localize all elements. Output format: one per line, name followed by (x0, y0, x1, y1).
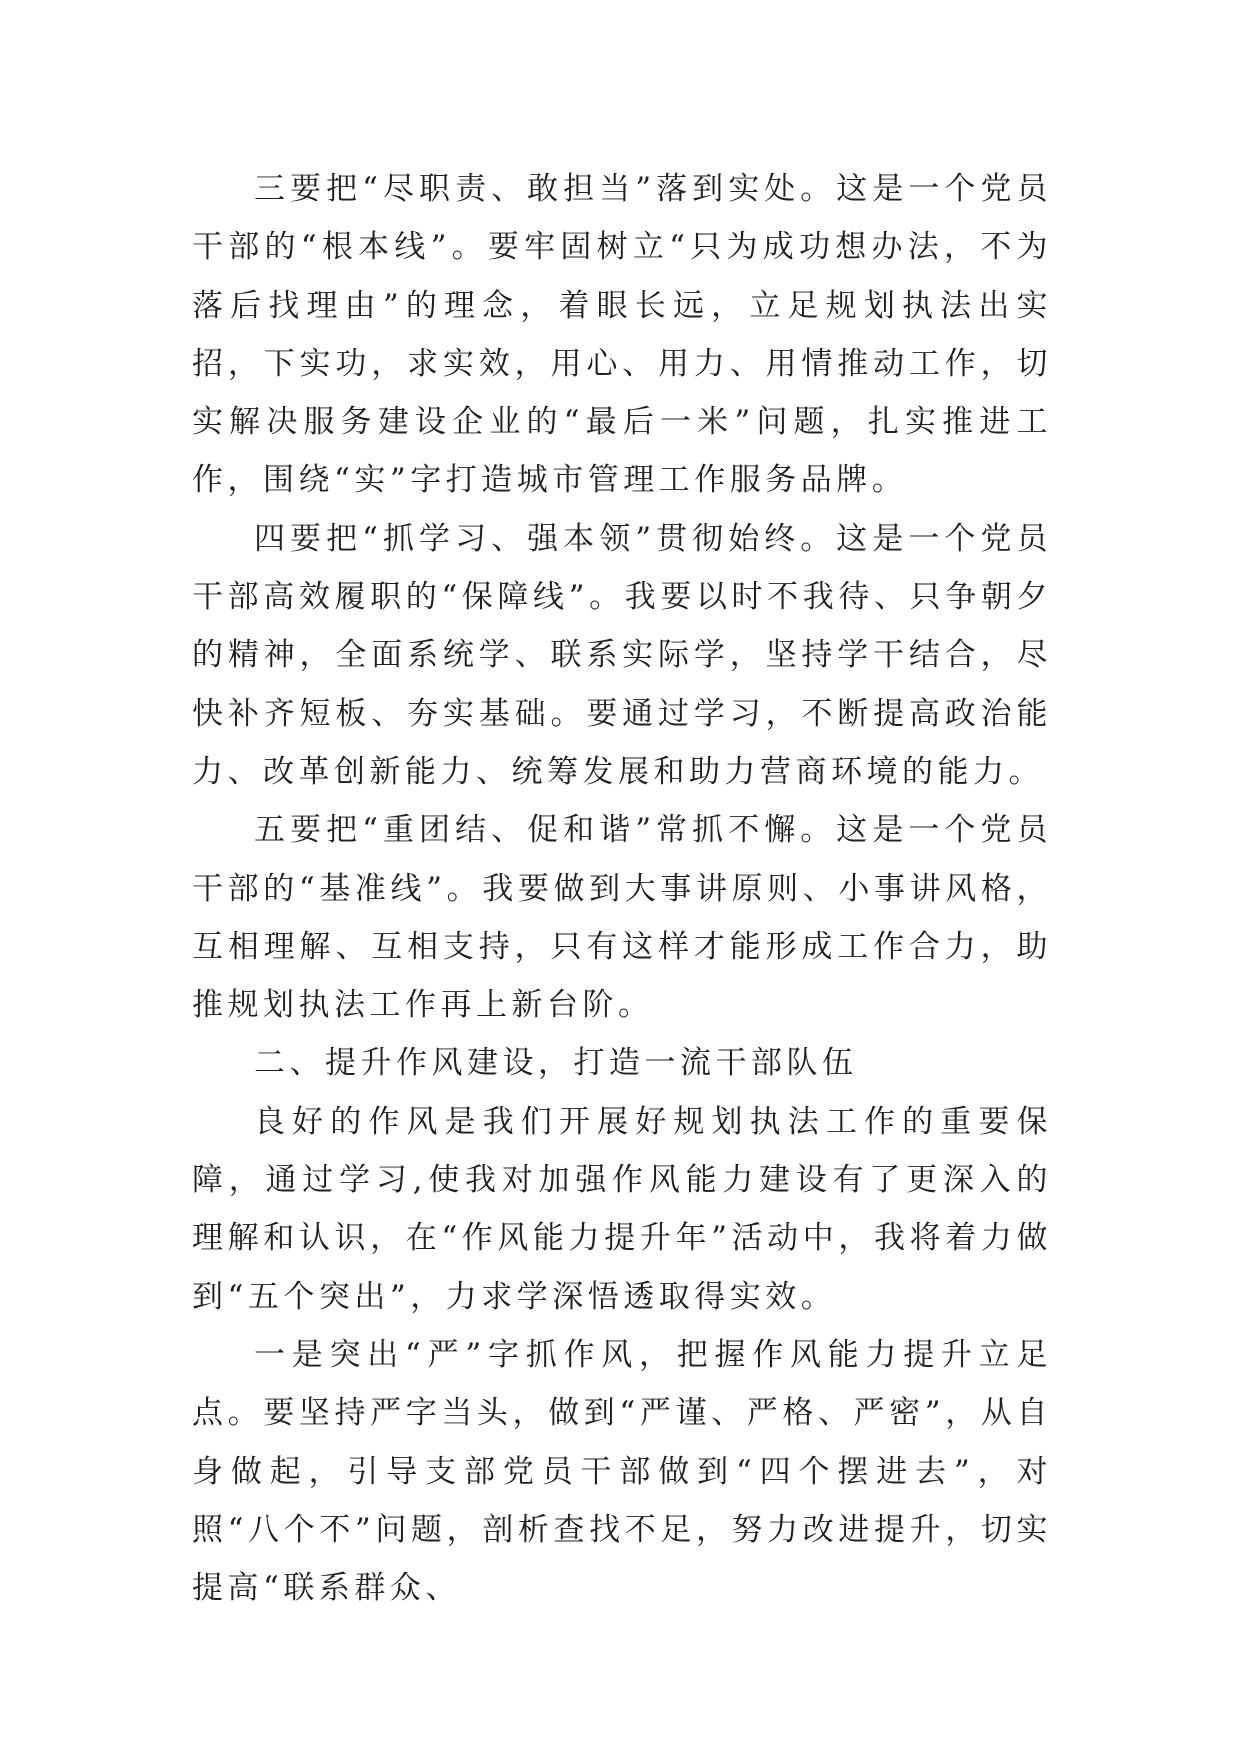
paragraph-five-requirement: 五要把“重团结、促和谐”常抓不懈。这是一个党员干部的“基准线”。我要做到大事讲原则、小事讲风格，互相理解、互相支持，只有这样才能形成工作合力，助推规划执法工作再上新台阶。 (192, 812, 1052, 1024)
document-body (192, 160, 1052, 1617)
paragraph-first-highlight: 一是突出“严”字抓作风，把握作风能力提升立足点。要坚持严字当头，做到“严谨、严格、严密”，从自身做起，引导支部党员干部做到“四个摆进去”，对照“八个不”问题，剖析查找不足，努力改进提升，切实提高“联系群众、 (192, 1336, 1052, 1607)
section-heading: 二、提升作风建设，打造一流干部队伍 (254, 1045, 858, 1082)
paragraph-four-requirement: 四要把“抓学习、强本领”贯彻始终。这是一个党员干部高效履职的“保障线”。我要以时不我待、只争朝夕的精神，全面系统学、联系实际学，坚持学干结合，尽快补齐短板、夯实基础。要通过学习，不断提高政治能力、改革创新能力、统筹发展和助力营商环境的能力。 (192, 520, 1052, 790)
paragraph-style-intro: 良好的作风是我们开展好规划执法工作的重要保障，通过学习,使我对加强作风能力建设有了更深入的理解和认识，在“作风能力提升年”活动中，我将着力做到“五个突出”，力求学深悟透取得实效。 (192, 1103, 1052, 1315)
paragraph-three-requirement: 三要把“尽职责、敢担当”落到实处。这是一个党员干部的“根本线”。要牢固树立“只为成功想办法，不为落后找理由”的理念，着眼长远，立足规划执法出实招，下实功，求实效，用心、用力、用情推动工作，切实解决服务建设企业的“最后一米”问题，扎实推进工作，围绕“实”字打造城市管理工作服务品牌。 (192, 171, 1052, 499)
